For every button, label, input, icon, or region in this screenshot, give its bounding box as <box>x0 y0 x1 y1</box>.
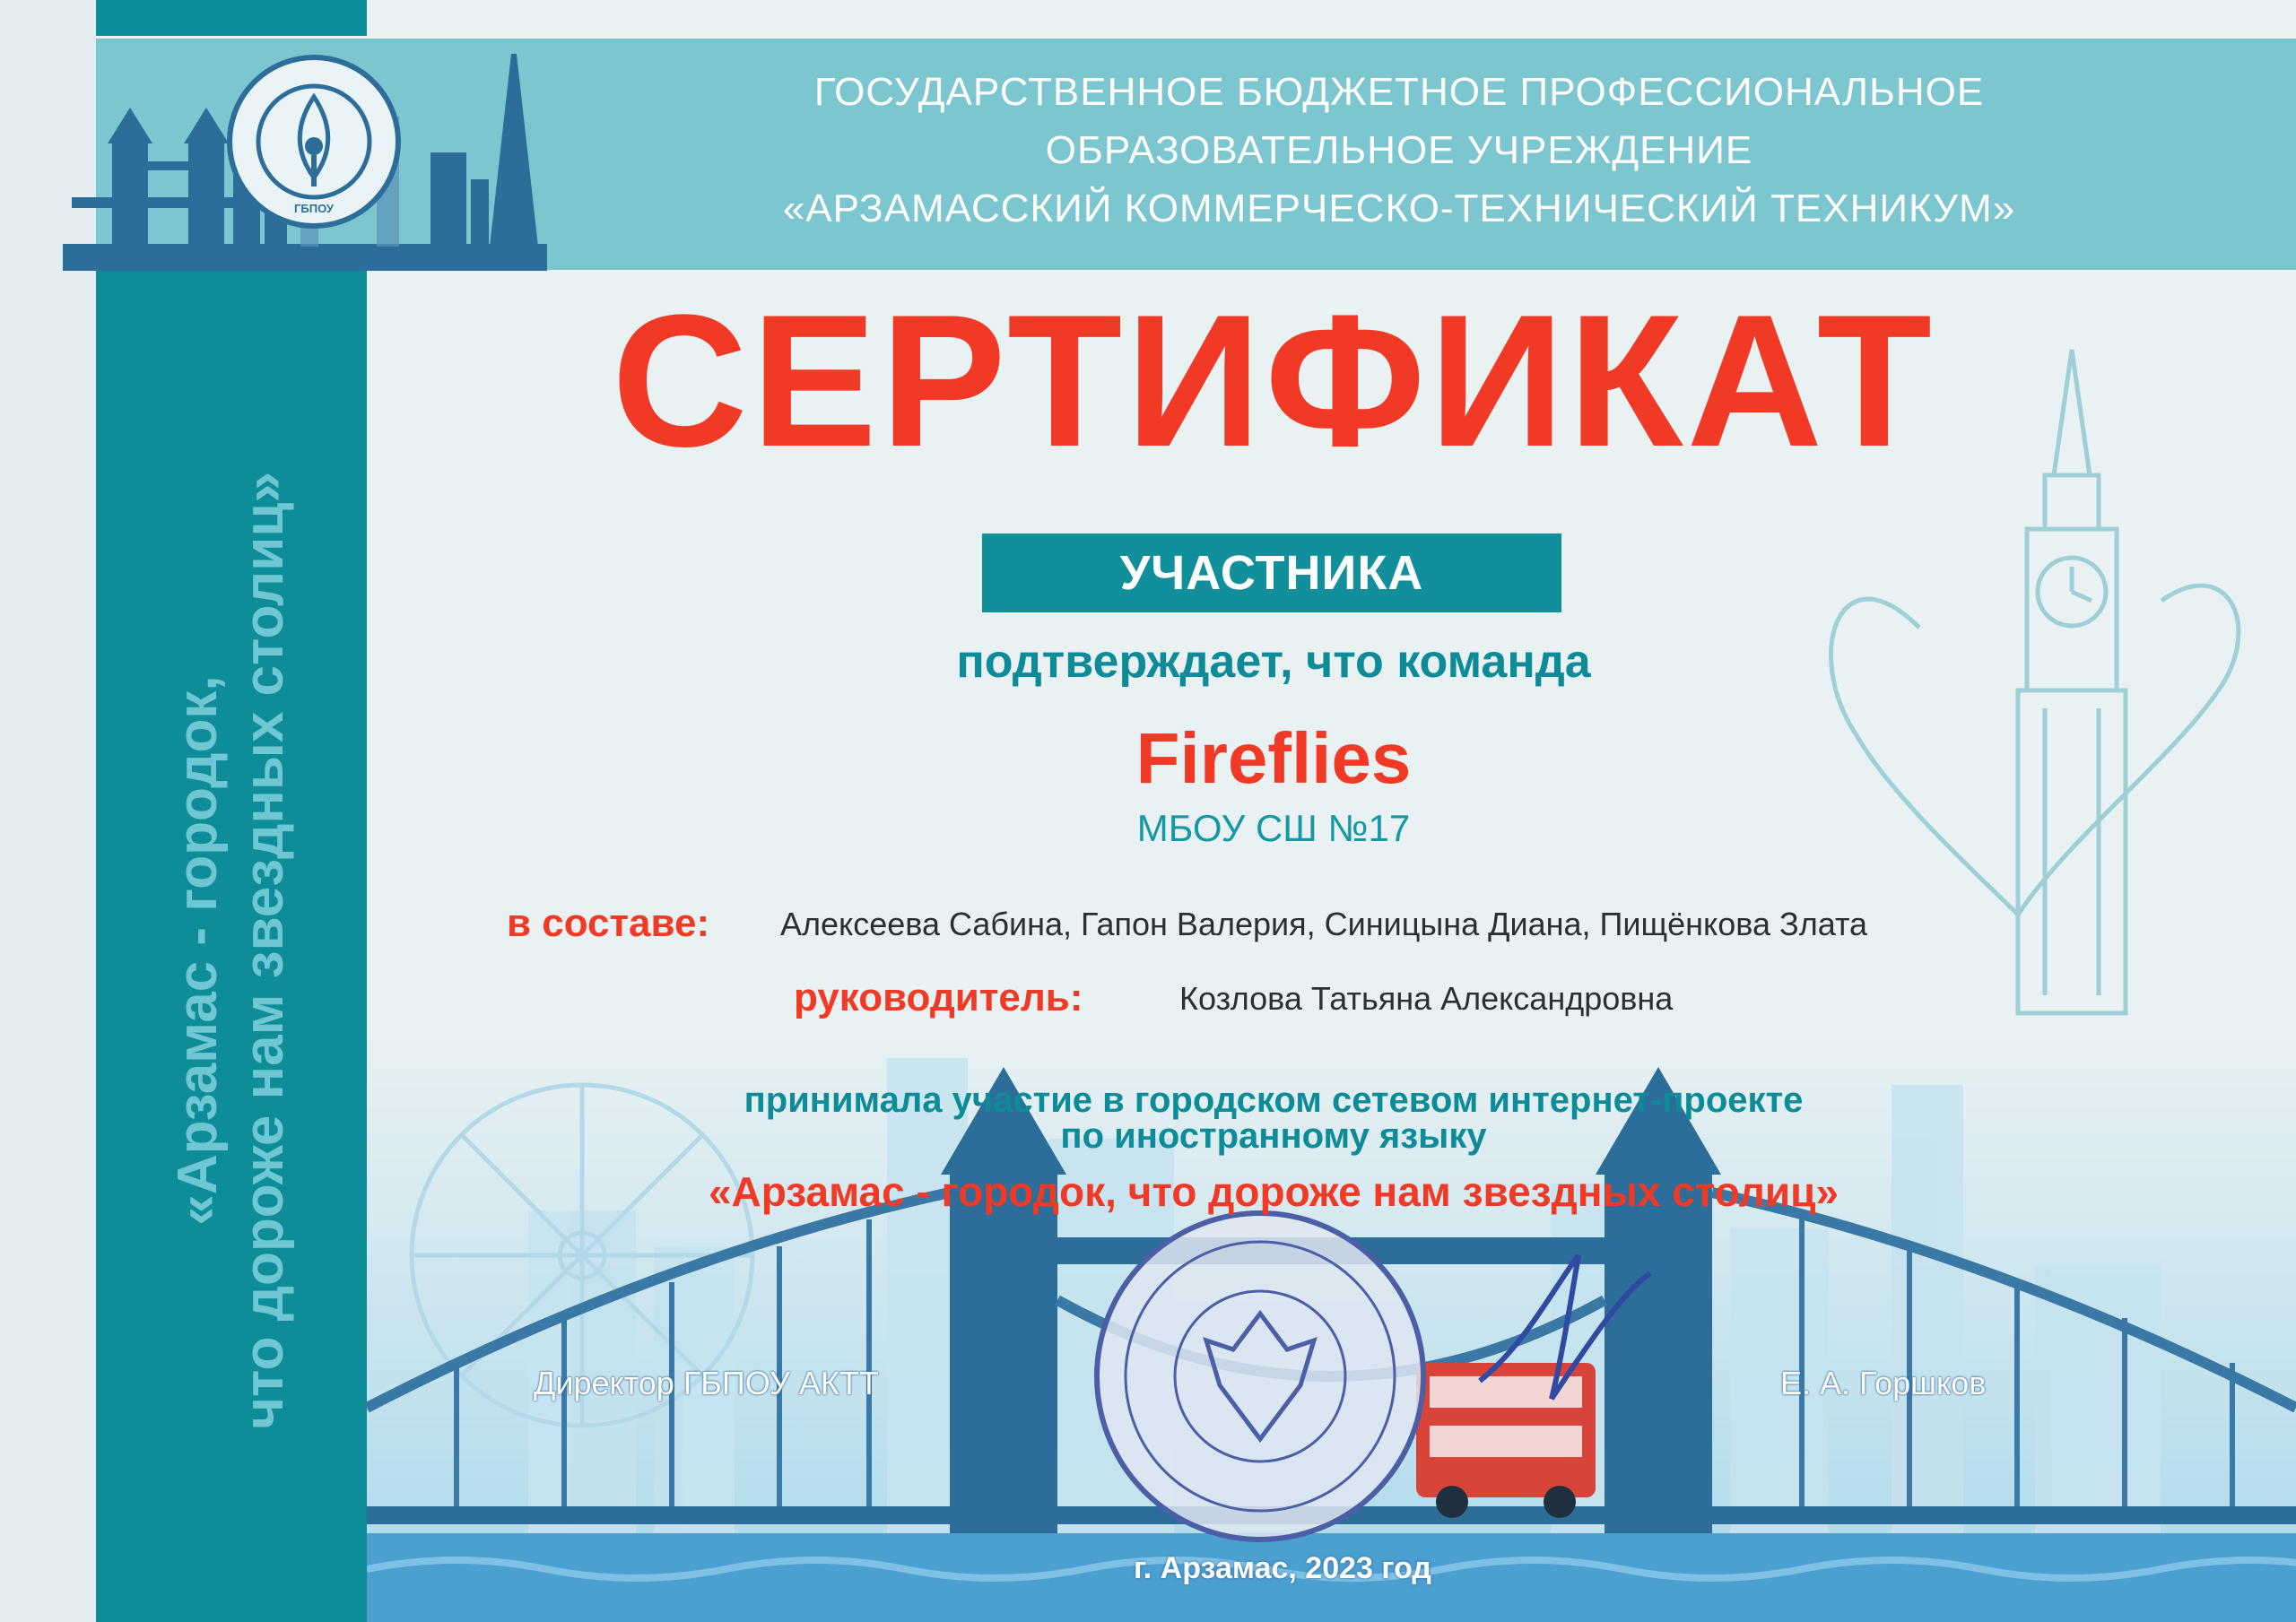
official-seal <box>1090 1206 1431 1547</box>
members-list: Алексеева Сабина, Гапон Валерия, Синицына Диана, Пищёнкова Злата <box>780 906 1868 942</box>
header-line-2: ОБРАЗОВАТЕЛЬНОЕ УЧРЕЖДЕНИЕ <box>1045 128 1753 172</box>
director-name: Е. А. Горшков <box>1780 1365 1987 1401</box>
city-year: г. Арзамас, 2023 год <box>1134 1551 1431 1585</box>
director-signature <box>1471 1237 1668 1417</box>
members-label: в составе: <box>507 901 710 945</box>
project-title: «Арзамас - городок, что дороже нам звездных столиц» <box>708 1168 1839 1215</box>
confirm-text: подтверждает, что команда <box>956 636 1591 688</box>
vertical-line-2: что дороже нам звездных столиц» <box>233 472 295 1429</box>
top-accent-strip <box>96 0 367 36</box>
logo-bottom-text: ГБПОУ <box>294 202 334 215</box>
header-line-3: «АРЗАМАССКИЙ КОММЕРЧЕСКО-ТЕХНИЧЕСКИЙ ТЕХНИКУМ» <box>782 186 2016 230</box>
director-position: Директор ГБПОУ АКТТ <box>534 1365 879 1401</box>
vertical-project-title <box>165 368 298 1533</box>
team-name: Fireflies <box>1135 718 1412 798</box>
participant-badge: УЧАСТНИКА <box>982 533 1561 612</box>
certificate-title: СЕРТИФИКАТ <box>611 275 1936 486</box>
header-line-1: ГОСУДАРСТВЕННОЕ БЮДЖЕТНОЕ ПРОФЕССИОНАЛЬНОЕ <box>813 70 1985 114</box>
leader-label: руководитель: <box>794 976 1083 1019</box>
vertical-line-1: «Арзамас - городок, <box>167 675 229 1226</box>
school-name: МБОУ СШ №17 <box>1136 807 1411 849</box>
project-line-2: по иностранному языку <box>1060 1116 1487 1156</box>
project-line-1: принимала участие в городском сетевом интернет-проекте <box>744 1080 1804 1120</box>
leader-name: Козлова Татьяна Александровна <box>1179 980 1674 1017</box>
